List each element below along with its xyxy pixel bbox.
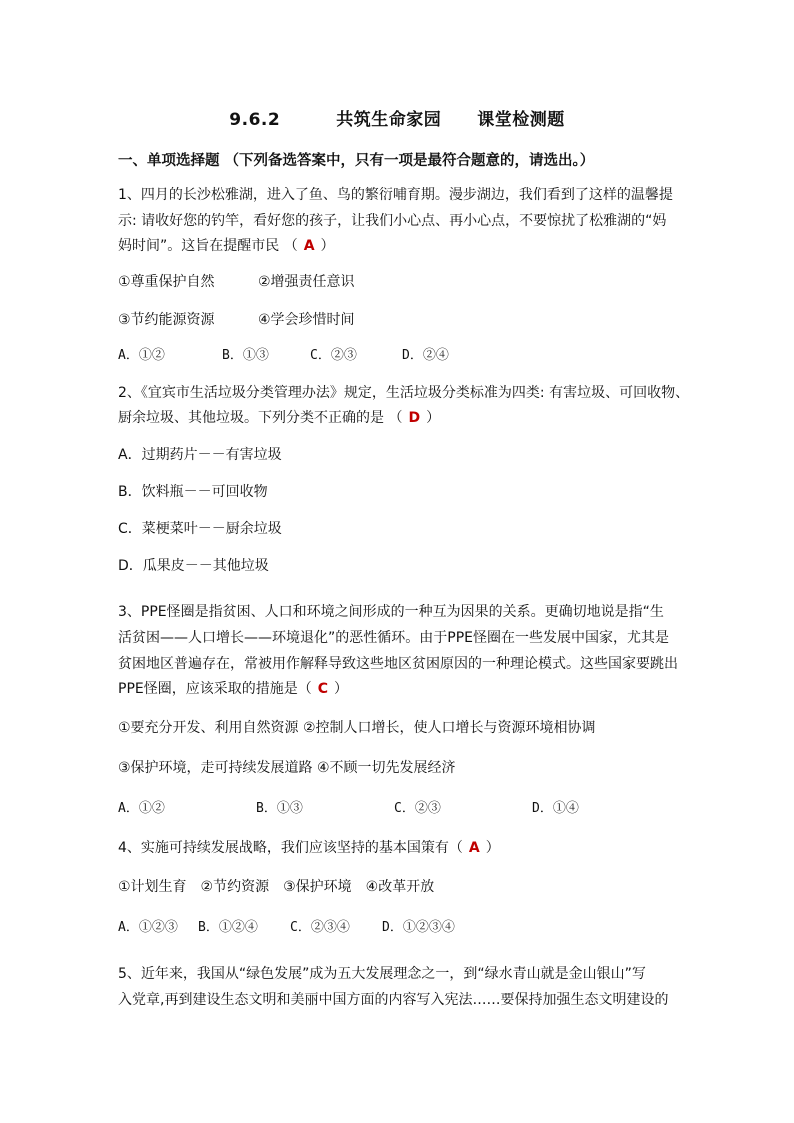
q3-line2: 活贫困——人口增长——环境退化”的恶性循环。由于PPE怪圈在一些发展中国家，尤其是 xyxy=(118,630,669,646)
q1-stem-end: 妈时间”。这旨在提醒市民 （ xyxy=(118,238,298,254)
q4-option-d: D．①②③④ xyxy=(382,920,455,935)
q1-option-b: B．①③ xyxy=(222,348,269,363)
q3-stem-end: PPE怪圈，应该采取的措施是（ xyxy=(118,681,312,697)
q3-options xyxy=(118,799,579,819)
page-title xyxy=(0,105,794,130)
q2-line1: 2、《宜宾市生活垃圾分类管理办法》规定，生活垃圾分类标准为四类: 有害垃圾、可回收物、 xyxy=(118,385,690,401)
q3-option-c: C．②③ xyxy=(394,801,441,816)
q3-option-b: B．①③ xyxy=(256,801,303,816)
q4-bracket-close: ） xyxy=(485,840,500,856)
q3-items-row1: ①要充分开发、利用自然资源 ②控制人口增长，使人口增长与资源环境相协调 xyxy=(118,720,596,736)
q4-answer: A xyxy=(468,840,480,856)
q4-option-b: B．①②④ xyxy=(198,920,258,935)
q4-option-a: A．①②③ xyxy=(118,920,178,935)
q5-line2: 入党章,再到建设生态文明和美丽中国方面的内容写入宪法……要保持加强生态文明建设的 xyxy=(118,992,669,1008)
q1-option-c: C．②③ xyxy=(310,348,357,363)
q1-answer: A xyxy=(303,238,315,254)
q3-line1: 3、PPE怪圈是指贫困、人口和环境之间形成的一种互为因果的关系。更确切地说是指“生 xyxy=(118,604,664,620)
q2-option-a: A．过期药片－－有害垃圾 xyxy=(118,447,282,463)
q1-items-row2 xyxy=(118,310,355,330)
q3-items-row2: ③保护环境，走可持续发展道路 ④不顾一切先发展经济 xyxy=(118,760,456,776)
q2-option-d: D．瓜果皮－－其他垃圾 xyxy=(118,558,269,574)
q2-bracket-close: ） xyxy=(426,410,441,426)
q3-line3: 贫困地区普遍存在，常被用作解释导致这些地区贫困原因的一种理论模式。这些国家要跳出 xyxy=(118,656,678,672)
q4-options xyxy=(118,918,455,938)
q1-option-d: D．②④ xyxy=(402,348,449,363)
q1-item-2: ②增强责任意识 xyxy=(258,274,355,290)
q5-line1: 5、近年来，我国从“绿色发展”成为五大发展理念之一，到“绿水青山就是金山银山”写 xyxy=(118,966,646,982)
q3-bracket-close: ） xyxy=(334,681,349,697)
q3-option-d: D．①④ xyxy=(532,801,579,816)
q1-option-a: A．①② xyxy=(118,348,165,363)
q2-stem-end: 厨余垃圾、其他垃圾。下列分类不正确的是 （ xyxy=(118,410,403,426)
title-topic: 共筑生命家园 xyxy=(336,110,442,130)
q2-answer: D xyxy=(408,410,421,426)
q1-line2: 示: 请收好您的钓竿，看好您的孩子，让我们小心点、再小心点，不要惊扰了松雅湖的“妈 xyxy=(118,213,667,229)
q2-line2 xyxy=(118,408,440,428)
q4-items: ①计划生育 ②节约资源 ③保护环境 ④改革开放 xyxy=(118,879,435,895)
q3-answer: C xyxy=(317,681,329,697)
section-heading: 一、单项选择题 （下列备选答案中，只有一项是最符合题意的，请选出。） xyxy=(118,153,595,169)
q2-option-c: C．菜梗菜叶－－厨余垃圾 xyxy=(118,521,282,537)
title-kind: 课堂检测题 xyxy=(477,110,565,130)
q1-bracket-close: ） xyxy=(320,238,335,254)
q2-option-b: B．饮料瓶－－可回收物 xyxy=(118,484,268,500)
q4-stem: 4、实施可持续发展战略，我们应该坚持的基本国策有（ xyxy=(118,840,463,856)
q4-line1 xyxy=(118,838,500,858)
title-number: 9.6.2 xyxy=(229,110,281,130)
q1-options xyxy=(118,346,449,366)
q3-option-a: A．①② xyxy=(118,801,165,816)
q1-line1: 1、四月的长沙松雅湖，进入了鱼、鸟的繁衍哺育期。漫步湖边，我们看到了这样的温馨提 xyxy=(118,187,673,203)
q3-line4 xyxy=(118,679,348,699)
q1-line3 xyxy=(118,236,335,256)
q1-item-1: ①尊重保护自然 xyxy=(118,274,215,290)
q4-option-c: C．②③④ xyxy=(290,920,350,935)
q1-item-4: ④学会珍惜时间 xyxy=(258,312,355,328)
q1-items-row1 xyxy=(118,272,355,292)
q1-item-3: ③节约能源资源 xyxy=(118,312,215,328)
